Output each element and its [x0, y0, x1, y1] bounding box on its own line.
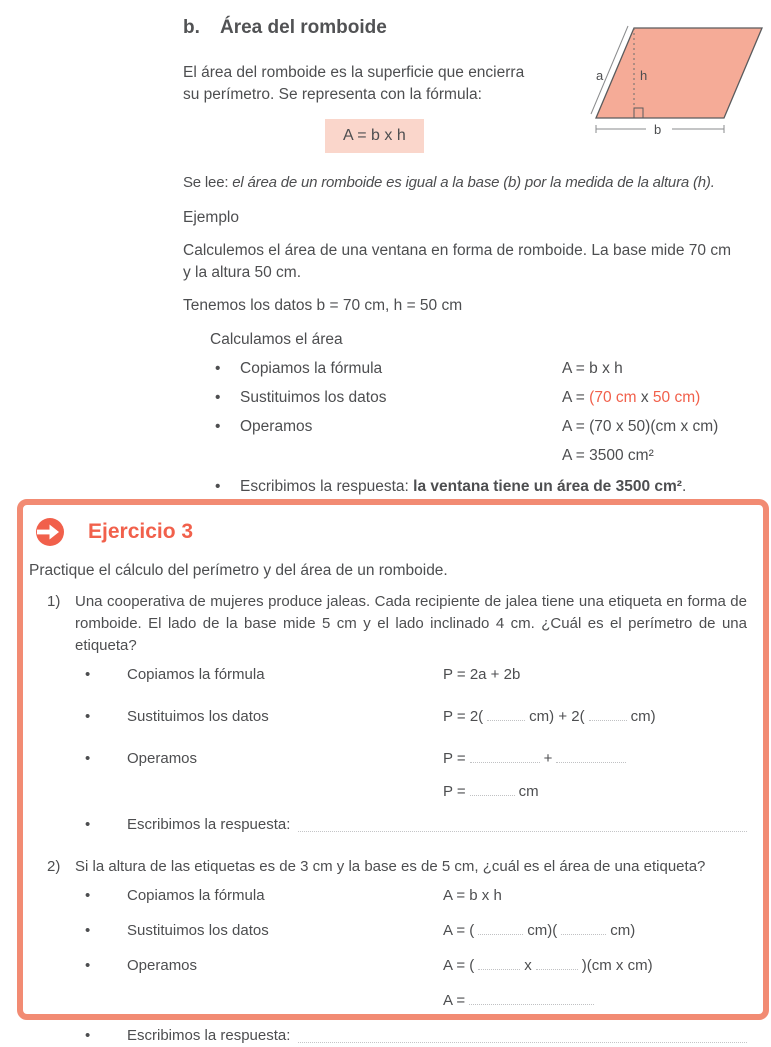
bullet: •: [215, 389, 221, 406]
step-formula: [443, 781, 749, 803]
example-step-row: [183, 387, 771, 409]
exercise-answer-row: [29, 814, 749, 836]
example-intro-line: Calculemos el área de una ventana en forma de romboide. La base mide 70 cm: [183, 242, 731, 259]
formula-part: +: [543, 750, 553, 767]
item-text: Una cooperativa de mujeres produce jaleas. Cada recipiente de jalea tiene una etiqueta en forma de romboide. El lado de la base mide 5 cm y el lado inclinado 4 cm. ¿Cuál es el perímetro de una etiqueta?: [75, 593, 747, 654]
step-label: Operamos: [127, 957, 198, 974]
bullet: •: [85, 816, 91, 833]
exercise-step-row: [29, 781, 749, 803]
answer-prefix: Escribimos la respuesta:: [240, 478, 414, 495]
bullet: •: [85, 922, 91, 939]
answer-label: Escribimos la respuesta:: [127, 1027, 291, 1044]
exercise-box: [17, 499, 769, 1044]
heading-title: Área del romboide: [220, 17, 387, 38]
intro-paragraph: [183, 62, 567, 106]
item-text: Si la altura de las etiquetas es de 3 cm y la base es de 5 cm, ¿cuál es el área de una etiqueta?: [75, 858, 706, 875]
step-label: Operamos: [240, 418, 313, 435]
blank-line: [470, 782, 515, 796]
bullet: •: [85, 708, 91, 725]
step-label: Copiamos la fórmula: [127, 666, 265, 683]
formula-part-highlight: 50 cm): [652, 389, 701, 406]
step-formula: A = b x h: [562, 360, 623, 377]
formula-part: )(cm x cm): [581, 957, 653, 974]
example-step-row: [183, 416, 771, 438]
formula-part-highlight: (70 cm: [589, 389, 637, 406]
bullet: •: [85, 887, 91, 904]
exercise-step-row: [29, 748, 749, 770]
step-label: Operamos: [127, 750, 198, 767]
example-answer-row: [183, 476, 771, 498]
example-intro: [183, 240, 771, 284]
blank-line: [487, 707, 525, 721]
step-label: Copiamos la fórmula: [240, 360, 383, 377]
example-intro-line: y la altura 50 cm.: [183, 264, 302, 281]
answer-sentence: [240, 476, 771, 498]
formula-part: x: [636, 389, 653, 406]
item-1-steps: [29, 664, 749, 836]
answer-row: [127, 1025, 749, 1047]
se-lee-prefix: Se lee:: [183, 174, 233, 191]
answer-blank-line: [298, 1025, 747, 1043]
formula-part: A =: [562, 389, 590, 406]
exercise-step-row: [29, 990, 749, 1012]
formula-part: A = (: [443, 957, 475, 974]
example-step-row: [183, 358, 771, 380]
se-lee-italic: el área de un romboide es igual a la base (b) por la medida de la altura (h).: [232, 174, 715, 191]
bullet: •: [215, 418, 221, 435]
rhomboid-svg: [588, 22, 770, 150]
step-formula: [443, 748, 749, 770]
example-step-row: [183, 445, 771, 467]
answer-suffix: .: [681, 478, 687, 495]
item-2-steps: [29, 885, 749, 1047]
formula-part: cm): [610, 922, 636, 939]
answer-blank-line: [298, 814, 747, 832]
exercise-header: [29, 517, 749, 547]
bullet: •: [85, 957, 91, 974]
answer-label: Escribimos la respuesta:: [127, 816, 291, 833]
side-label: a: [596, 68, 604, 83]
step-formula: [443, 920, 749, 942]
step-label: Sustituimos los datos: [127, 922, 269, 939]
formula-part: cm) + 2(: [529, 708, 585, 725]
step-label: Sustituimos los datos: [127, 708, 269, 725]
blank-line: [478, 956, 520, 970]
blank-line: [589, 707, 627, 721]
exercise-step-row: [29, 706, 749, 728]
bullet: •: [85, 1027, 91, 1044]
formula-part: P =: [443, 750, 466, 767]
answer-row: [127, 814, 749, 836]
step-formula: A = 3500 cm²: [562, 447, 654, 464]
step-label: Copiamos la fórmula: [127, 887, 265, 904]
blank-line: [556, 749, 626, 763]
exercise-title: Ejercicio 3: [88, 520, 194, 543]
item-number: 2): [47, 858, 61, 875]
blank-line: [536, 956, 578, 970]
formula-part: cm: [518, 783, 539, 800]
intro-line: su perímetro. Se representa con la fórmula:: [183, 86, 482, 103]
formula-part: P =: [443, 783, 466, 800]
answer-bold: la ventana tiene un área de 3500 cm²: [413, 478, 682, 495]
step-formula: [443, 955, 749, 977]
formula-part: P = 2(: [443, 708, 484, 725]
step-formula: A = b x h: [443, 887, 502, 904]
datos-line: Tenemos los datos b = 70 cm, h = 50 cm: [183, 297, 463, 314]
exercise-item-2: [29, 856, 749, 878]
formula-part: A =: [443, 992, 466, 1009]
rhomboid-diagram: [588, 22, 770, 150]
intro-line: El área del romboide es la superficie que encierra: [183, 64, 525, 81]
base-label: b: [654, 122, 662, 137]
bullet: •: [85, 666, 91, 683]
blank-line: [470, 749, 540, 763]
step-formula: [562, 387, 771, 409]
heading-letter: b.: [183, 17, 200, 38]
step-formula: P = 2a + 2b: [443, 666, 521, 683]
exercise-step-row: [29, 664, 749, 686]
exercise-answer-row: [29, 1025, 749, 1047]
bullet: •: [215, 360, 221, 377]
exercise-intro: Practique el cálculo del perímetro y del área de un romboide.: [29, 562, 448, 579]
blank-line: [561, 921, 606, 935]
arrow-right-circle-icon: [35, 517, 65, 547]
blank-line: [478, 921, 523, 935]
formula-part: A = (: [443, 922, 475, 939]
blank-line: [469, 991, 594, 1005]
calc-label: Calculamos el área: [210, 331, 343, 348]
formula-box: A = b x h: [325, 119, 424, 153]
exercise-step-row: [29, 885, 749, 907]
formula-part: x: [524, 957, 532, 974]
se-lee-line: [183, 172, 771, 194]
rhomboid-shape: [596, 28, 762, 118]
item-number: 1): [47, 593, 61, 610]
ejemplo-label: Ejemplo: [183, 209, 239, 226]
height-label: h: [640, 68, 648, 83]
step-formula: [443, 706, 749, 728]
bullet: •: [85, 750, 91, 767]
step-label: Sustituimos los datos: [240, 389, 387, 406]
step-formula: [443, 990, 749, 1012]
exercise-step-row: [29, 920, 749, 942]
formula-part: cm): [630, 708, 656, 725]
step-formula: A = (70 x 50)(cm x cm): [562, 418, 719, 435]
exercise-item-1: [29, 591, 749, 657]
exercise-step-row: [29, 955, 749, 977]
formula-part: cm)(: [527, 922, 558, 939]
bullet: •: [215, 478, 221, 495]
